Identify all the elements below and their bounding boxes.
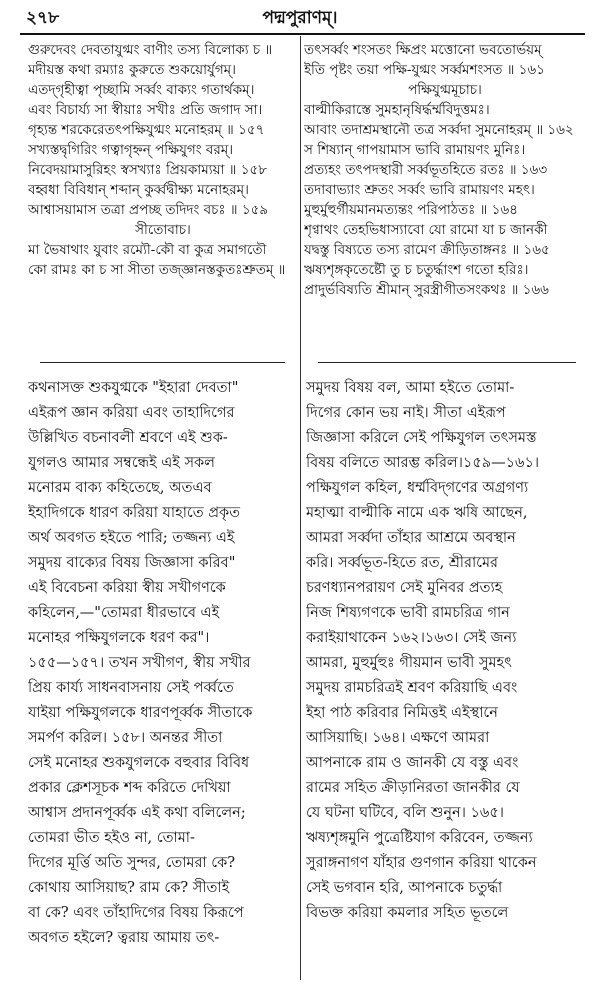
page-number: ২৭৮ xyxy=(26,8,60,28)
prose-line: জিজ্ঞাসা করিলে সেই পক্ষিযুগল তৎসমস্ত xyxy=(306,430,537,446)
prose-line: ১৫৫—১৫৭। তখন সখীগণ, স্বীয় সখীর xyxy=(28,655,251,671)
verse-line: গুরুদেবং দেবতাযুগ্মং বাণীং তস্য বিলোক্য চ ॥ xyxy=(28,42,273,58)
prose-line: বিষয় বলিতে আরম্ভ করিল।১৫৯—১৬১। xyxy=(306,455,540,471)
prose-line: আশ্বাস প্রদানপূর্ব্বক এই কথা বলিলেন; xyxy=(28,805,246,821)
verse-column-left xyxy=(28,40,298,280)
prose-line: সমুদয় বাক্যের বিষয় জিজ্ঞাসা করিব" xyxy=(28,555,236,571)
verse-line: বহ্বধা বিবিধান্ শব্দান্ কুর্ব্বদ্বীক্ষ্য মনোহরম্। xyxy=(28,182,249,198)
prose-line: রামের সহিত ক্রীড়ানিরতা জানকীর যে xyxy=(306,780,520,796)
prose-line: আসিয়াছি। ১৬৪। এক্ষণে আমরা xyxy=(306,730,490,746)
speaker-heading-sita: সীতোবাচ। xyxy=(135,222,191,238)
prose-line: কথনাসক্ত শুকযুগ্মকে "ইহারা দেবতা" xyxy=(28,380,239,396)
prose-line: নিজ শিষ্যগণকে ভাবী রামচরিত্র গান xyxy=(306,605,510,621)
prose-line: করি। সর্ব্বভূত-হিতে রত, শ্রীরামের xyxy=(306,555,498,571)
prose-line: মনোরম বাক্য কহিতেছে, অতএব xyxy=(28,480,212,496)
verse-line: আশ্বাসয়ামাস তত্রা প্রপচ্ছ তদিদং বচঃ ॥ ১৫৯ xyxy=(28,202,269,218)
prose-line: যে ঘটনা ঘটিবে, বলি শুনুন। ১৬৫। xyxy=(306,805,504,821)
translation-column-left xyxy=(28,376,296,951)
header-rule xyxy=(20,33,585,35)
prose-line: পক্ষিযুগল কহিল, ধর্ম্মবিদ্‌গণের অগ্রগণ্য xyxy=(306,480,529,496)
section-rule xyxy=(40,362,285,363)
prose-line: দিগের কোন ভয় নাই। সীতা এইরূপ xyxy=(306,405,506,421)
prose-line: সমুদয় বিষয় বল, আমা হইতে তোমা- xyxy=(306,380,515,396)
prose-line: সুরাঙ্গনাগণ যাঁহার গুণগান করিয়া থাকেন xyxy=(306,855,537,871)
verse-line: তৎসর্ব্বং শংসতং ক্ষিপ্রং মত্তোনো ভবতোর্ভয়ম্ xyxy=(304,42,542,58)
verse-line: মা ভৈষাথাং যুবাং রম্যৌ-কৌ বা কুত্র সমাগতৌ xyxy=(28,242,267,258)
prose-line: অর্থ অবগত হইতে পারি; তজ্জন্য এই xyxy=(28,530,235,546)
verse-line: স শিষ্যান্ গাপয়ামাস ভাবি রামায়ণং মুনিঃ। xyxy=(304,142,526,158)
prose-line: এইরূপ জ্ঞান করিয়া এবং তাহাদিগের xyxy=(28,405,235,421)
verse-line: নিবেদয়ামাসুরিহং স্বসখ্যাঃ প্রিয়কাম্যয়া ॥ ১৫৮ xyxy=(28,162,267,178)
prose-line: মনোহর পক্ষিযুগলকে ধরণ কর"। xyxy=(28,630,210,646)
prose-line: আমরা, মুহুর্মুহুঃ গীয়মান ভাবী সুমহৎ xyxy=(306,655,512,671)
verse-line: গৃহ্যন্ত শরকেরেতৎপক্ষিযুগ্মং মনোহরম্ ॥ ১৫৭ xyxy=(28,122,265,138)
prose-line: সমর্পণ করিল। ১৫৮। অনন্তর সীতা xyxy=(28,730,223,746)
column-divider xyxy=(300,36,301,980)
verse-line: এতদ্‌গৃহীত্বা পৃচ্ছামি সর্ব্বং বাক্যং গতার্থকম্। xyxy=(28,82,255,98)
prose-line: ঋষ্যশৃঙ্গমুনি পুত্রেষ্টিযাগ করিবেন, তজ্জন্য xyxy=(306,830,533,846)
prose-line: উল্লিখিত বচনাবলী শ্রবণে এই শুক- xyxy=(28,430,228,446)
verse-line: আবাং তদাশ্রমস্থানৌ তত্র সর্ব্বদা সুমনোহরম্ ॥ ১৬২ xyxy=(304,122,574,138)
prose-line: মহাত্মা বাল্মীকি নামে এক ঋষি আছেন, xyxy=(306,505,528,521)
section-rule xyxy=(318,362,576,363)
prose-line: প্রিয় কার্য্য সাধনবাসনায় সেই পর্ব্বতে xyxy=(28,680,234,696)
prose-line: ইহাদিগকে ধারণ করিয়া যাহাতে প্রকৃত xyxy=(28,505,241,521)
speaker-heading-birds: পক্ষিযুগ্মমূচাচ। xyxy=(408,82,482,98)
verse-line: এবং বিচার্য্য সা স্বীয়াঃ সখীঃ প্রতি জগাদ সা। xyxy=(28,102,263,118)
prose-line: দিগের মূর্ত্তি অতি সুন্দর, তোমরা কে? xyxy=(28,855,236,871)
prose-line: যাইয়া পক্ষিযুগলকে ধারণপূর্ব্বক সীতাকে xyxy=(28,705,253,721)
translation-column-right xyxy=(306,376,588,926)
prose-line: সেই ভগবান হরি, আপনাকে চতুর্দ্ধা xyxy=(306,880,503,896)
verse-line: কো রামঃ কা চ সা সীতা তজ্জ্ঞানস্তকুতঃশ্রুতম্ ॥ xyxy=(28,262,286,278)
prose-line: প্রকার ক্লেশসূচক শব্দ করিতে দেখিয়া xyxy=(28,780,231,796)
prose-line: সমুদয় রামচরিত্রই শ্রবণ করিয়াছি এবং xyxy=(306,680,518,696)
page-title: পদ্মপুরাণম্। xyxy=(262,8,338,28)
prose-line: আপনাকে রাম ও জানকী যে বস্তু এবং xyxy=(306,755,519,771)
prose-line: যুগলও আমার সম্বন্ধেই এই সকল xyxy=(28,455,215,471)
prose-line: আমরা সর্ব্বদা তাঁহার আশ্রমে অবস্থান xyxy=(306,530,516,546)
prose-line: কোথায় আসিয়াছ? রাম কে? সীতাই xyxy=(28,880,230,896)
prose-line: করাইয়াথাকেন ১৬২।১৬৩। সেই জন্য xyxy=(306,630,517,646)
prose-line: কহিলেন,—"তোমরা ধীরভাবে এই xyxy=(28,605,220,621)
verse-line: প্রাদুর্ভবিষ্যতি শ্রীমান্ সুরস্ত্রীগীতসংকথঃ ॥ ১৬৬ xyxy=(304,282,549,298)
verse-line: প্রত্যহং তৎপদস্থারী সর্ব্বভূতহিতে রতঃ ॥ ১৬৩ xyxy=(304,162,548,178)
verse-line: যদ্বস্তু বিষ্যতে তস্য রামেণ ক্রীড়িতাঙ্গনঃ ॥ ১৬৫ xyxy=(304,242,550,258)
prose-line: বা কে? এবং তাঁহাদিগের বিষয় কিরূপে xyxy=(28,905,244,921)
verse-column-right xyxy=(304,40,586,300)
verse-line: মুহুর্মুহুর্গীয়মানমত্যন্তং পরিপাঠতঃ ॥ ১৬৪ xyxy=(304,202,518,218)
verse-line: বাল্মীকিরাস্তে সুমহানৃষির্দ্ধর্ম্মবিদুত্তমঃ। xyxy=(304,102,490,118)
verse-line: সখ্যস্তদ্বৃগিরিং গত্বাগৃহ্নন্ পক্ষিযুগং বরম্। xyxy=(28,142,234,158)
verse-line: শৃণ্বাথং তেহভিধাস্যাবো যো রামো যা চ জানকী xyxy=(304,222,548,238)
prose-line: এই বিবেচনা করিয়া স্বীয় সখীগণকে xyxy=(28,580,226,596)
verse-line: ঋষ্যশৃঙ্গকৃতেষ্টৌ তু চ চতুর্দ্ধাংশ গতো হরিঃ। xyxy=(304,262,529,278)
prose-line: চরণধ্যানপরায়ণ সেই মুনিবর প্রত্যহ xyxy=(306,580,503,596)
prose-line: অবগত হইলে? ত্বরায় আমায় তৎ- xyxy=(28,930,220,946)
prose-line: ইহা পাঠ করিবার নিমিত্তই এইস্থানে xyxy=(306,705,498,721)
prose-line: সেই মনোহর শুকযুগলকে বহুবার বিবিধ xyxy=(28,755,250,771)
prose-line: বিভক্ত করিয়া কমলার সহিত ভূতলে xyxy=(306,905,509,921)
verse-line: মদীয়স্ত কথা রম্যাঃ কুরুতে শুকয়োর্যুগম্। xyxy=(28,62,236,78)
prose-line: তোমরা ভীত হইও না, তোমা- xyxy=(28,830,195,846)
verse-line: তদাবাভ্যাং শ্রুতং সর্ব্বং ভাবি রামায়ণং মহৎ। xyxy=(304,182,535,198)
verse-line: ইতি পৃষ্টং তয়া পক্ষি-যুগ্মং সর্ব্বমশংসত ॥ ১৬১ xyxy=(304,62,545,78)
